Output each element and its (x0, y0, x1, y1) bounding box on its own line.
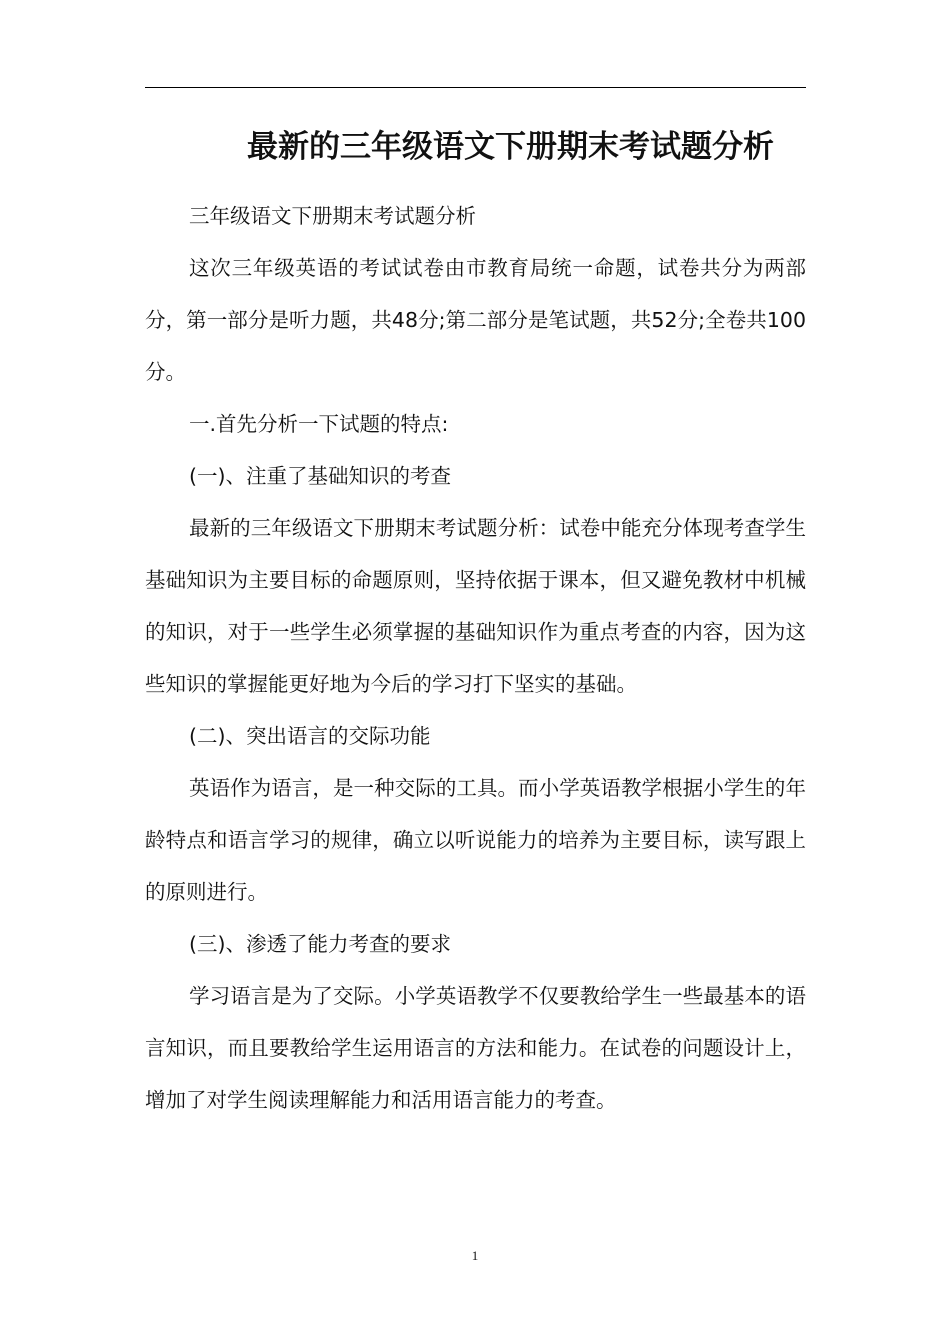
page-number: 1 (471, 1248, 479, 1263)
subsection-heading-2: (二)、突出语言的交际功能 (189, 724, 431, 748)
paragraph-ability: 学习语言是为了交际。小学英语教学不仅要教给学生一些最基本的语言知识，而且要教给学生运用语言的方法和能力。在试卷的问题设计上，增加了对学生阅读理解能力和活用语言能力的考查。 (145, 984, 806, 1112)
document-title: 最新的三年级语文下册期末考试题分析 (247, 129, 774, 165)
paragraph-communication: 英语作为语言，是一种交际的工具。而小学英语教学根据小学生的年龄特点和语言学习的规律，确立以听说能力的培养为主要目标，读写跟上的原则进行。 (145, 776, 806, 904)
paragraph-intro: 这次三年级英语的考试试卷由市教育局统一命题，试卷共分为两部分，第一部分是听力题，共48分;第二部分是笔试题，共52分;全卷共100分。 (145, 256, 806, 384)
subsection-heading-1: (一)、注重了基础知识的考查 (189, 464, 451, 488)
header-rule (145, 87, 806, 88)
subsection-heading-3: (三)、渗透了能力考查的要求 (189, 932, 451, 956)
section-heading-analysis: 一.首先分析一下试题的特点: (189, 412, 449, 436)
paragraph-subtitle: 三年级语文下册期末考试题分析 (189, 204, 476, 228)
paragraph-basics: 最新的三年级语文下册期末考试题分析：试卷中能充分体现考查学生基础知识为主要目标的命题原则，坚持依据于课本，但又避免教材中机械的知识，对于一些学生必须掌握的基础知识作为重点考查的内容，因为这些知识的掌握能更好地为今后的学习打下坚实的基础。 (145, 516, 806, 696)
document-body (145, 190, 806, 1126)
